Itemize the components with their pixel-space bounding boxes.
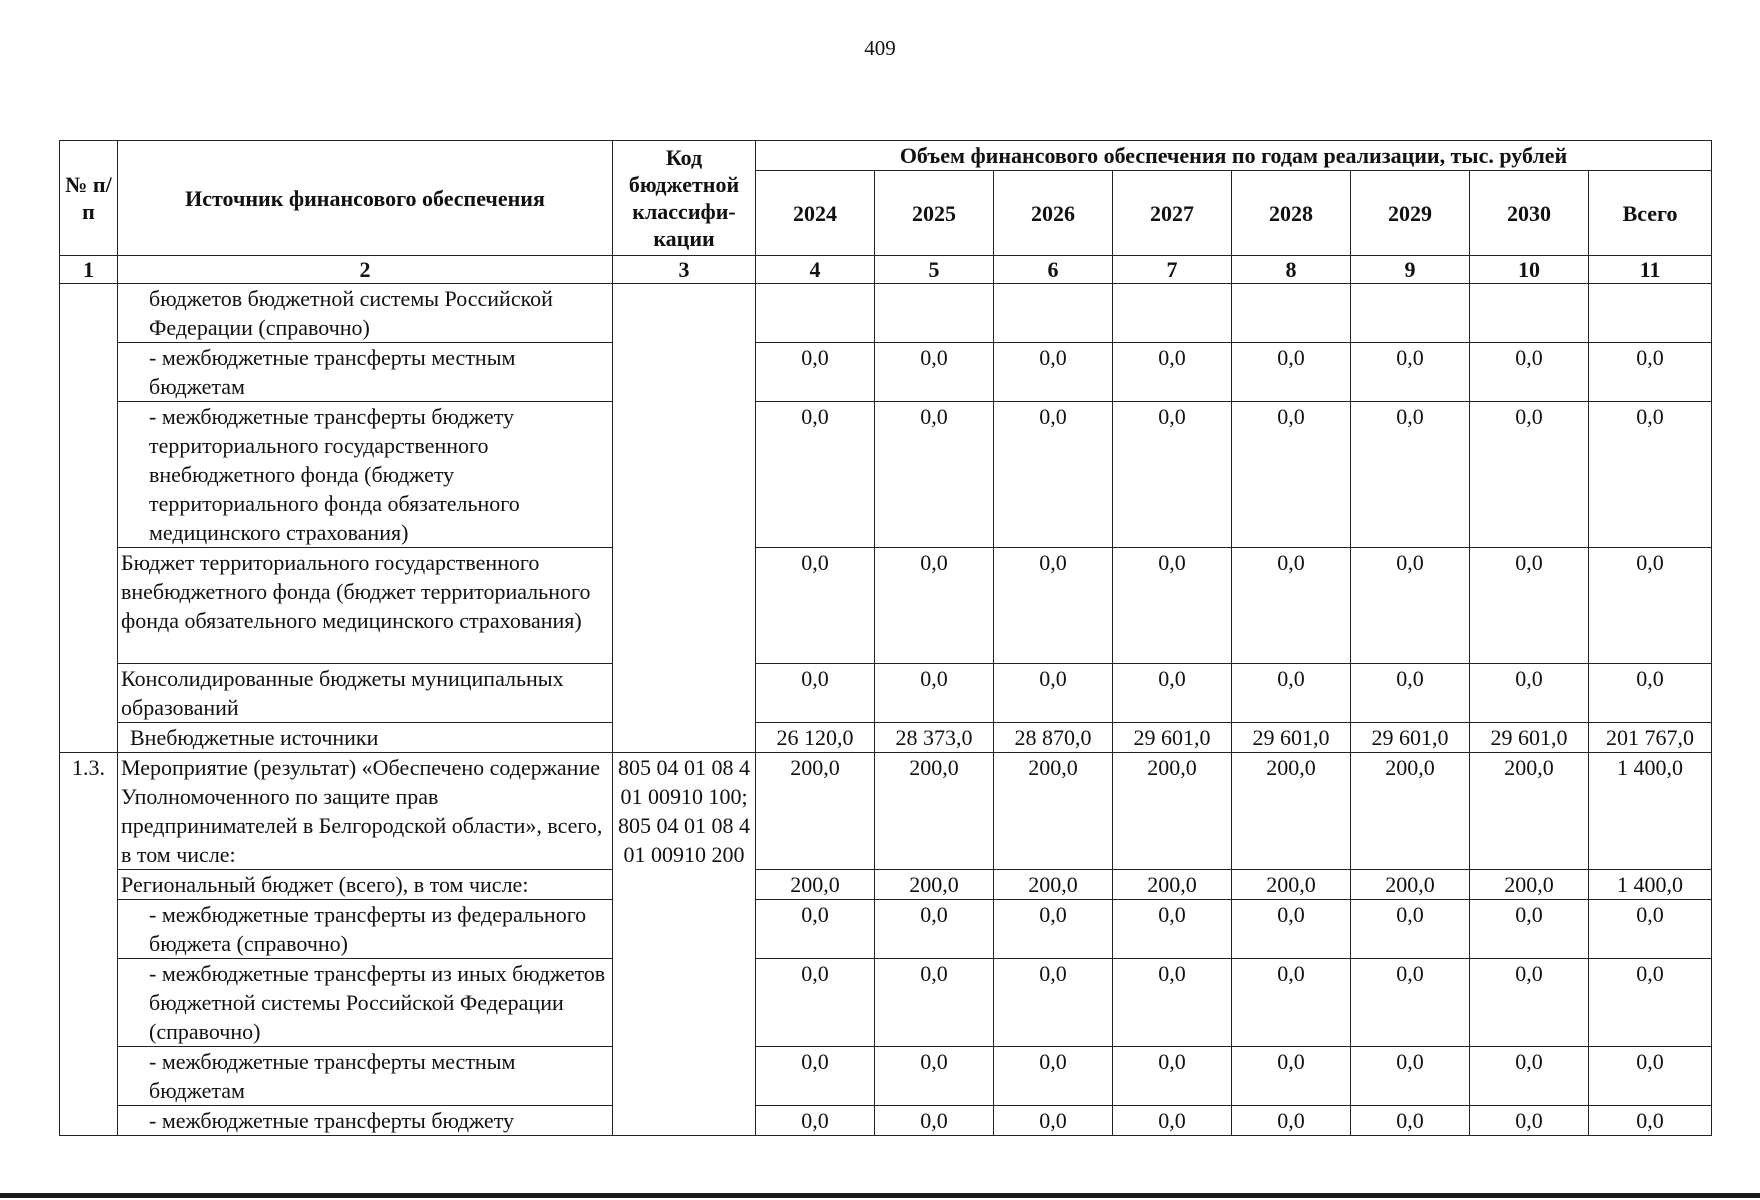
value-cell: 1 400,0 bbox=[1589, 753, 1712, 870]
value-cell: 200,0 bbox=[756, 753, 875, 870]
value-cell: 0,0 bbox=[875, 1106, 994, 1136]
header-year: 2028 bbox=[1232, 171, 1351, 256]
page-number: 409 bbox=[864, 36, 896, 60]
value-cell: 200,0 bbox=[756, 870, 875, 900]
value-cell: 0,0 bbox=[1113, 402, 1232, 548]
value-cell: 0,0 bbox=[994, 343, 1113, 402]
source-cell: - межбюджетные трансферты бюджету bbox=[118, 1106, 613, 1136]
value-cell: 0,0 bbox=[1113, 548, 1232, 664]
value-cell: 0,0 bbox=[1589, 1106, 1712, 1136]
value-cell bbox=[1589, 284, 1712, 343]
header-year: 2030 bbox=[1470, 171, 1589, 256]
value-cell: 0,0 bbox=[875, 664, 994, 723]
value-cell: 0,0 bbox=[1589, 1047, 1712, 1106]
source-cell: - межбюджетные трансферты из иных бюджетов бюджетной системы Российской Федерации (справочно) bbox=[118, 959, 613, 1047]
header-year: 2025 bbox=[875, 171, 994, 256]
value-cell: 200,0 bbox=[1113, 870, 1232, 900]
header-volume: Объем финансового обеспечения по годам реализации, тыс. рублей bbox=[756, 141, 1712, 171]
header-year: 2024 bbox=[756, 171, 875, 256]
column-number: 10 bbox=[1470, 256, 1589, 284]
value-cell: 0,0 bbox=[1589, 343, 1712, 402]
value-cell: 0,0 bbox=[1232, 664, 1351, 723]
value-cell bbox=[1470, 284, 1589, 343]
value-cell: 200,0 bbox=[875, 753, 994, 870]
value-cell: 0,0 bbox=[1232, 402, 1351, 548]
value-cell: 29 601,0 bbox=[1232, 723, 1351, 753]
value-cell: 1 400,0 bbox=[1589, 870, 1712, 900]
value-cell: 0,0 bbox=[1470, 1047, 1589, 1106]
value-cell: 0,0 bbox=[1589, 402, 1712, 548]
source-cell: Региональный бюджет (всего), в том числе: bbox=[118, 870, 613, 900]
value-cell: 0,0 bbox=[1113, 900, 1232, 959]
value-cell: 0,0 bbox=[994, 1106, 1113, 1136]
value-cell bbox=[875, 284, 994, 343]
source-cell: Консолидированные бюджеты муниципальных образований bbox=[118, 664, 613, 723]
value-cell: 0,0 bbox=[1470, 900, 1589, 959]
value-cell: 0,0 bbox=[1351, 900, 1470, 959]
value-cell: 0,0 bbox=[875, 1047, 994, 1106]
value-cell: 0,0 bbox=[756, 343, 875, 402]
value-cell: 29 601,0 bbox=[1351, 723, 1470, 753]
table-row bbox=[60, 723, 1712, 753]
value-cell: 0,0 bbox=[1113, 664, 1232, 723]
value-cell: 0,0 bbox=[994, 402, 1113, 548]
value-cell: 0,0 bbox=[994, 1047, 1113, 1106]
value-cell: 0,0 bbox=[1589, 664, 1712, 723]
value-cell bbox=[1351, 284, 1470, 343]
value-cell: 0,0 bbox=[1470, 959, 1589, 1047]
value-cell: 0,0 bbox=[1351, 402, 1470, 548]
value-cell: 0,0 bbox=[1232, 1106, 1351, 1136]
value-cell: 0,0 bbox=[1232, 343, 1351, 402]
source-cell: - межбюджетные трансферты местным бюджетам bbox=[118, 1047, 613, 1106]
value-cell: 0,0 bbox=[756, 548, 875, 664]
column-number: 1 bbox=[60, 256, 118, 284]
value-cell: 200,0 bbox=[1351, 870, 1470, 900]
value-cell: 0,0 bbox=[1470, 1106, 1589, 1136]
value-cell: 0,0 bbox=[1232, 900, 1351, 959]
value-cell: 0,0 bbox=[1113, 343, 1232, 402]
value-cell bbox=[994, 284, 1113, 343]
value-cell: 200,0 bbox=[994, 753, 1113, 870]
source-cell: Бюджет территориального государственного внебюджетного фонда (бюджет территориального фонда обязательного медицинского страхования) bbox=[118, 548, 613, 664]
value-cell: 0,0 bbox=[1351, 1106, 1470, 1136]
value-cell bbox=[1113, 284, 1232, 343]
value-cell: 0,0 bbox=[994, 959, 1113, 1047]
value-cell: 200,0 bbox=[1232, 870, 1351, 900]
header-year: 2026 bbox=[994, 171, 1113, 256]
value-cell: 0,0 bbox=[994, 548, 1113, 664]
header-source: Источник финансового обеспечения bbox=[118, 141, 613, 256]
value-cell: 0,0 bbox=[1589, 959, 1712, 1047]
value-cell: 0,0 bbox=[1351, 343, 1470, 402]
value-cell: 0,0 bbox=[1351, 664, 1470, 723]
column-number: 6 bbox=[994, 256, 1113, 284]
value-cell: 29 601,0 bbox=[1470, 723, 1589, 753]
value-cell: 0,0 bbox=[756, 664, 875, 723]
value-cell: 200,0 bbox=[1232, 753, 1351, 870]
value-cell: 0,0 bbox=[875, 959, 994, 1047]
column-number: 9 bbox=[1351, 256, 1470, 284]
column-number: 2 bbox=[118, 256, 613, 284]
value-cell: 0,0 bbox=[756, 900, 875, 959]
header-total: Всего bbox=[1589, 171, 1712, 256]
bottom-scan-edge bbox=[0, 1193, 1760, 1198]
value-cell: 28 870,0 bbox=[994, 723, 1113, 753]
table-row bbox=[60, 1047, 1712, 1106]
table-row bbox=[60, 664, 1712, 723]
table-row bbox=[60, 1106, 1712, 1136]
table-row bbox=[60, 548, 1712, 664]
value-cell: 0,0 bbox=[1351, 548, 1470, 664]
value-cell: 0,0 bbox=[1589, 548, 1712, 664]
value-cell: 0,0 bbox=[875, 548, 994, 664]
value-cell: 0,0 bbox=[875, 900, 994, 959]
value-cell: 0,0 bbox=[1470, 548, 1589, 664]
value-cell: 0,0 bbox=[1351, 1047, 1470, 1106]
value-cell: 200,0 bbox=[1470, 870, 1589, 900]
value-cell: 0,0 bbox=[875, 343, 994, 402]
code-cell bbox=[613, 284, 756, 753]
table-row bbox=[60, 870, 1712, 900]
value-cell: 0,0 bbox=[756, 959, 875, 1047]
column-number: 8 bbox=[1232, 256, 1351, 284]
column-number: 7 bbox=[1113, 256, 1232, 284]
value-cell: 0,0 bbox=[875, 402, 994, 548]
table-row bbox=[60, 900, 1712, 959]
value-cell: 28 373,0 bbox=[875, 723, 994, 753]
value-cell: 0,0 bbox=[1232, 959, 1351, 1047]
source-cell: - межбюджетные трансферты из федерального бюджета (справочно) bbox=[118, 900, 613, 959]
value-cell: 0,0 bbox=[1470, 343, 1589, 402]
value-cell: 0,0 bbox=[1113, 1106, 1232, 1136]
value-cell: 0,0 bbox=[756, 1106, 875, 1136]
column-number: 3 bbox=[613, 256, 756, 284]
source-cell: - межбюджетные трансферты бюджету территориального государственного внебюджетного фонда (бюджету территориального фонда обязательного медицинского страхования) bbox=[118, 402, 613, 548]
column-number: 4 bbox=[756, 256, 875, 284]
value-cell bbox=[1232, 284, 1351, 343]
value-cell: 0,0 bbox=[994, 664, 1113, 723]
table-row bbox=[60, 284, 1712, 343]
row-index: 1.3. bbox=[60, 753, 118, 1136]
value-cell: 0,0 bbox=[1113, 1047, 1232, 1106]
value-cell: 200,0 bbox=[875, 870, 994, 900]
value-cell: 200,0 bbox=[1470, 753, 1589, 870]
value-cell: 200,0 bbox=[1113, 753, 1232, 870]
header-year: 2027 bbox=[1113, 171, 1232, 256]
value-cell: 0,0 bbox=[1113, 959, 1232, 1047]
value-cell: 200,0 bbox=[994, 870, 1113, 900]
value-cell: 0,0 bbox=[1589, 900, 1712, 959]
header-index: № п/п bbox=[60, 141, 118, 256]
value-cell: 0,0 bbox=[756, 1047, 875, 1106]
value-cell: 0,0 bbox=[756, 402, 875, 548]
value-cell: 0,0 bbox=[1232, 1047, 1351, 1106]
value-cell: 0,0 bbox=[994, 900, 1113, 959]
value-cell: 26 120,0 bbox=[756, 723, 875, 753]
financing-table bbox=[59, 140, 1712, 1136]
source-cell: бюджетов бюджетной системы Российской Федерации (справочно) bbox=[118, 284, 613, 343]
header-year: 2029 bbox=[1351, 171, 1470, 256]
header-code: Код бюджетной классифи-кации bbox=[613, 141, 756, 256]
value-cell bbox=[756, 284, 875, 343]
column-number: 5 bbox=[875, 256, 994, 284]
table-row bbox=[60, 402, 1712, 548]
column-number: 11 bbox=[1589, 256, 1712, 284]
table-row bbox=[60, 959, 1712, 1047]
value-cell: 200,0 bbox=[1351, 753, 1470, 870]
value-cell: 0,0 bbox=[1232, 548, 1351, 664]
value-cell: 0,0 bbox=[1470, 402, 1589, 548]
value-cell: 0,0 bbox=[1351, 959, 1470, 1047]
value-cell: 201 767,0 bbox=[1589, 723, 1712, 753]
source-cell: Мероприятие (результат) «Обеспечено содержание Уполномоченного по защите прав предпринимателей в Белгородской области», всего, в том числе: bbox=[118, 753, 613, 870]
table-row bbox=[60, 753, 1712, 870]
value-cell: 0,0 bbox=[1470, 664, 1589, 723]
source-cell: - межбюджетные трансферты местным бюджетам bbox=[118, 343, 613, 402]
value-cell: 29 601,0 bbox=[1113, 723, 1232, 753]
row-index bbox=[60, 284, 118, 753]
table-row bbox=[60, 343, 1712, 402]
source-cell: Внебюджетные источники bbox=[118, 723, 613, 753]
budget-code-cell: 805 04 01 08 4 01 00910 100; 805 04 01 08 4 01 00910 200 bbox=[613, 753, 756, 1136]
